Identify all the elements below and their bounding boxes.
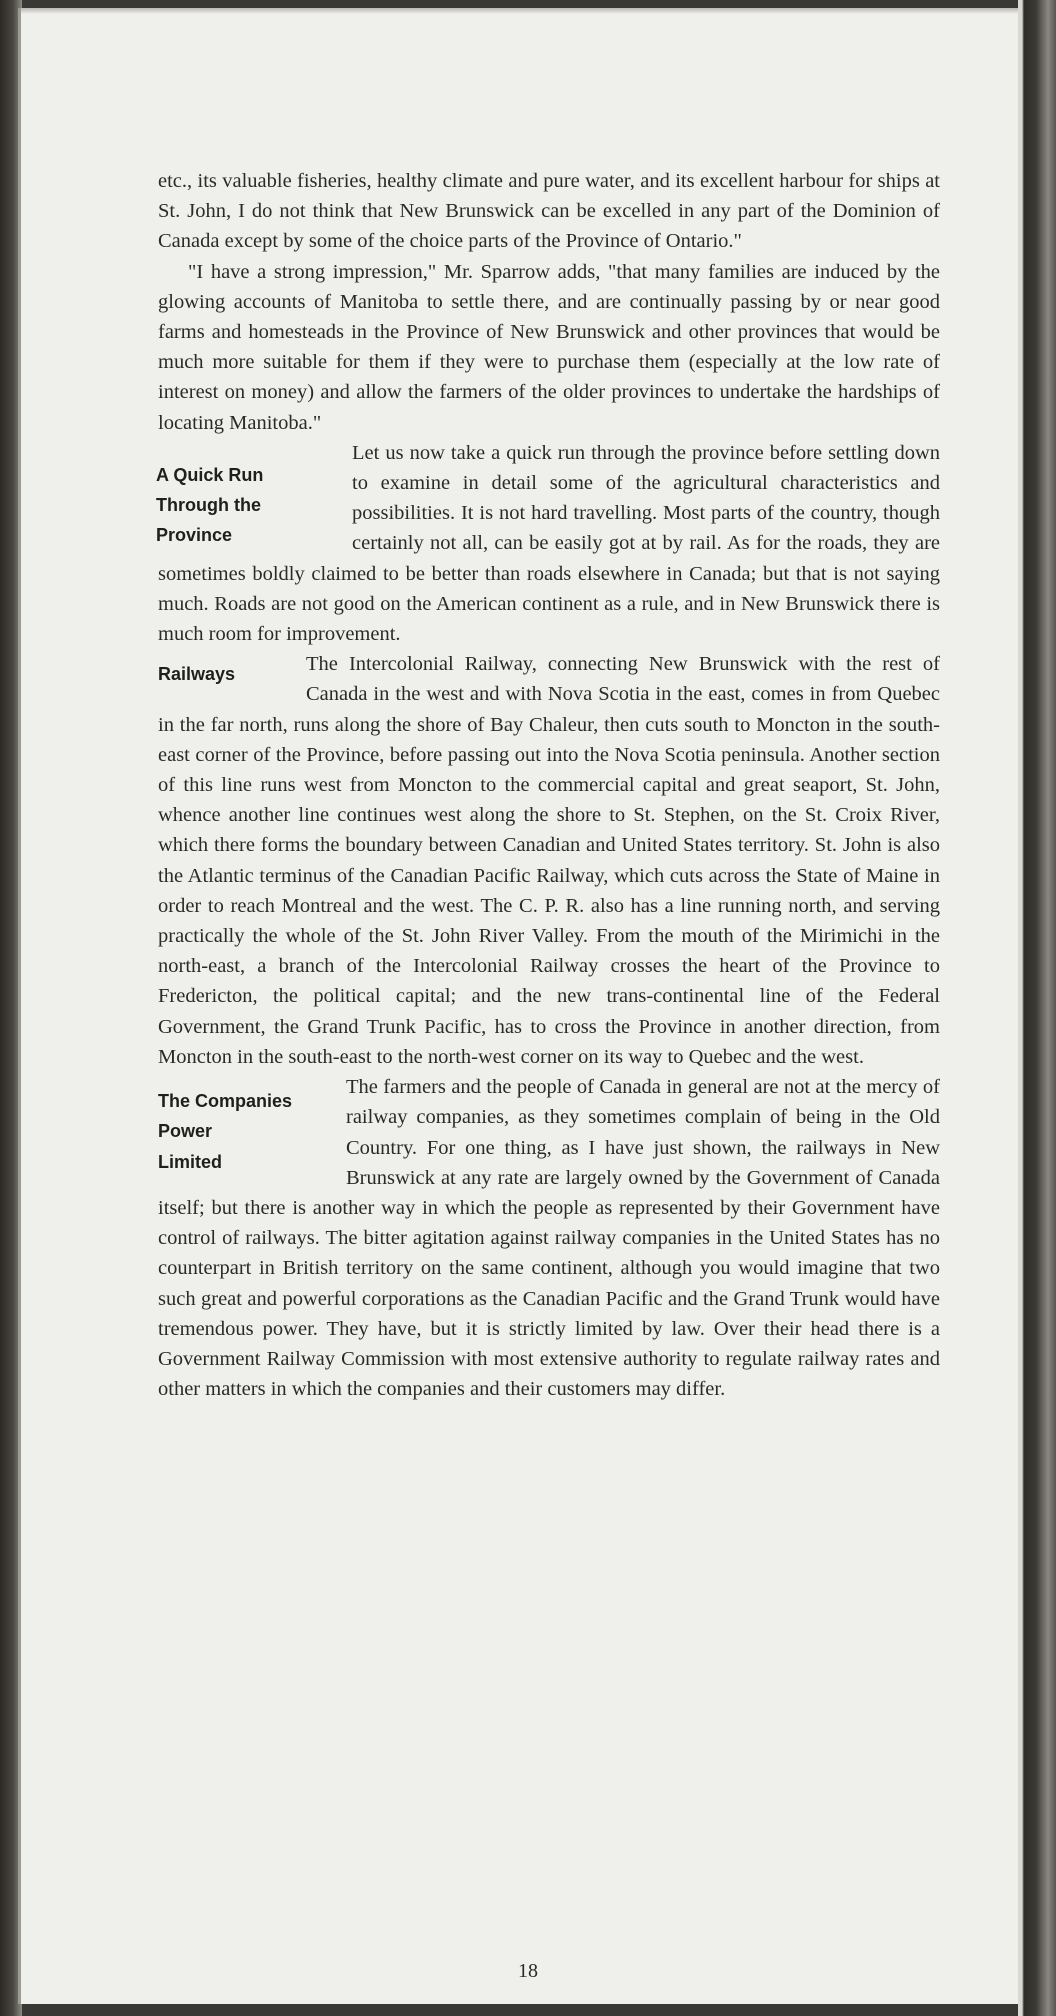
sidehead-railways bbox=[128, 659, 288, 689]
sidehead-line: Through the bbox=[156, 495, 261, 516]
sidehead-quick-run bbox=[128, 460, 334, 551]
paragraph-sparrow-quote: "I have a strong impression," Mr. Sparrow adds, "that many families are induced by the glowing accounts of Manitoba to settle there, and are continually passing by or near good farms and homesteads in the Province of New Brunswick and other provinces that would be much more suitable for them if they were to purchase them (especially at the low rate of interest on money) and allow the farmers of the older provinces to undertake the hardships of locating Manitoba." bbox=[158, 260, 940, 434]
sidehead-line: Limited bbox=[158, 1151, 223, 1172]
paragraph-quote-end: etc., its valuable fisheries, healthy climate and pure water, and its excellent harbour for ships at St. John, I do not think that New Brunswick can be excelled in any part of the Dominion of Canada except by some of the choice parts of the Province of Ontario." bbox=[158, 170, 940, 253]
sidehead-line: Railways bbox=[158, 664, 236, 685]
sidehead-line: A Quick Run bbox=[156, 464, 264, 485]
paragraph-quick-run: Let us now take a quick run through the province before settling down to examine in detail some of the agricultural characteristics and possibilities. It is not hard travelling. Most parts of the country, though certainly not all, can be easily got at by rail. As for the roads, they are sometimes boldly claimed to be better than roads elsewhere in Canada; but that is not saying much. Roads are not good on the American continent as a rule, and in New Brunswick there is much room for improvement. bbox=[158, 441, 940, 646]
sidehead-line: Power bbox=[158, 1121, 213, 1142]
sidehead-line: Province bbox=[156, 525, 233, 546]
sidehead-companies bbox=[156, 1086, 328, 1177]
paragraph-companies: The farmers and the people of Canada in general are not at the mercy of railway companies, as they sometimes complain of being in the Old Country. For one thing, as I have just shown, the railways in New Brunswick at any rate are largely owned by the Government of Canada itself; but there is another way in which the people as represented by their Government have control of railways. The bitter agitation against railway companies in the United States has no counterpart in British territory on the same continent, although you would imagine that two such great and powerful corporations as the Canadian Pacific and the Grand Trunk would have tremendous power. They have, but it is strictly limited by law. Over their head there is a Government Railway Commission with most extensive authority to regulate railway rates and other matters in which the companies and their customers may differ. bbox=[158, 1076, 940, 1401]
page-number: 18 bbox=[518, 1960, 538, 1982]
scan-edge-right bbox=[1018, 0, 1056, 2016]
page-body bbox=[158, 166, 940, 1404]
sidehead-line: The Companies bbox=[158, 1091, 293, 1112]
paragraph-railways: The Intercolonial Railway, connecting New Brunswick with the rest of Canada in the west and with Nova Scotia in the east, comes in from Quebec in the far north, runs along the shore of Bay Chaleur, then cuts south to Moncton in the south-east corner of the Province, before passing out into the Nova Scotia peninsula. Another section of this line runs west from Moncton to the commercial capital and great seaport, St. John, whence another line continues west along the shore to St. Stephen, on the St. Croix River, which there forms the boundary between Canadian and United States territory. St. John is also the Atlantic terminus of the Canadian Pacific Railway, which cuts across the State of Maine in order to reach Montreal and the west. The C. P. R. also has a line running north, and serving practically the whole of the St. John River Valley. From the mouth of the Mirimichi in the north-east, a branch of the Intercolonial Railway crosses the heart of the Province to Fredericton, the political capital; and the new trans-continental line of the Federal Government, the Grand Trunk Pacific, has to cross the Province in another direction, from Moncton in the south-east to the north-west corner on its way to Quebec and the west. bbox=[158, 653, 940, 1068]
